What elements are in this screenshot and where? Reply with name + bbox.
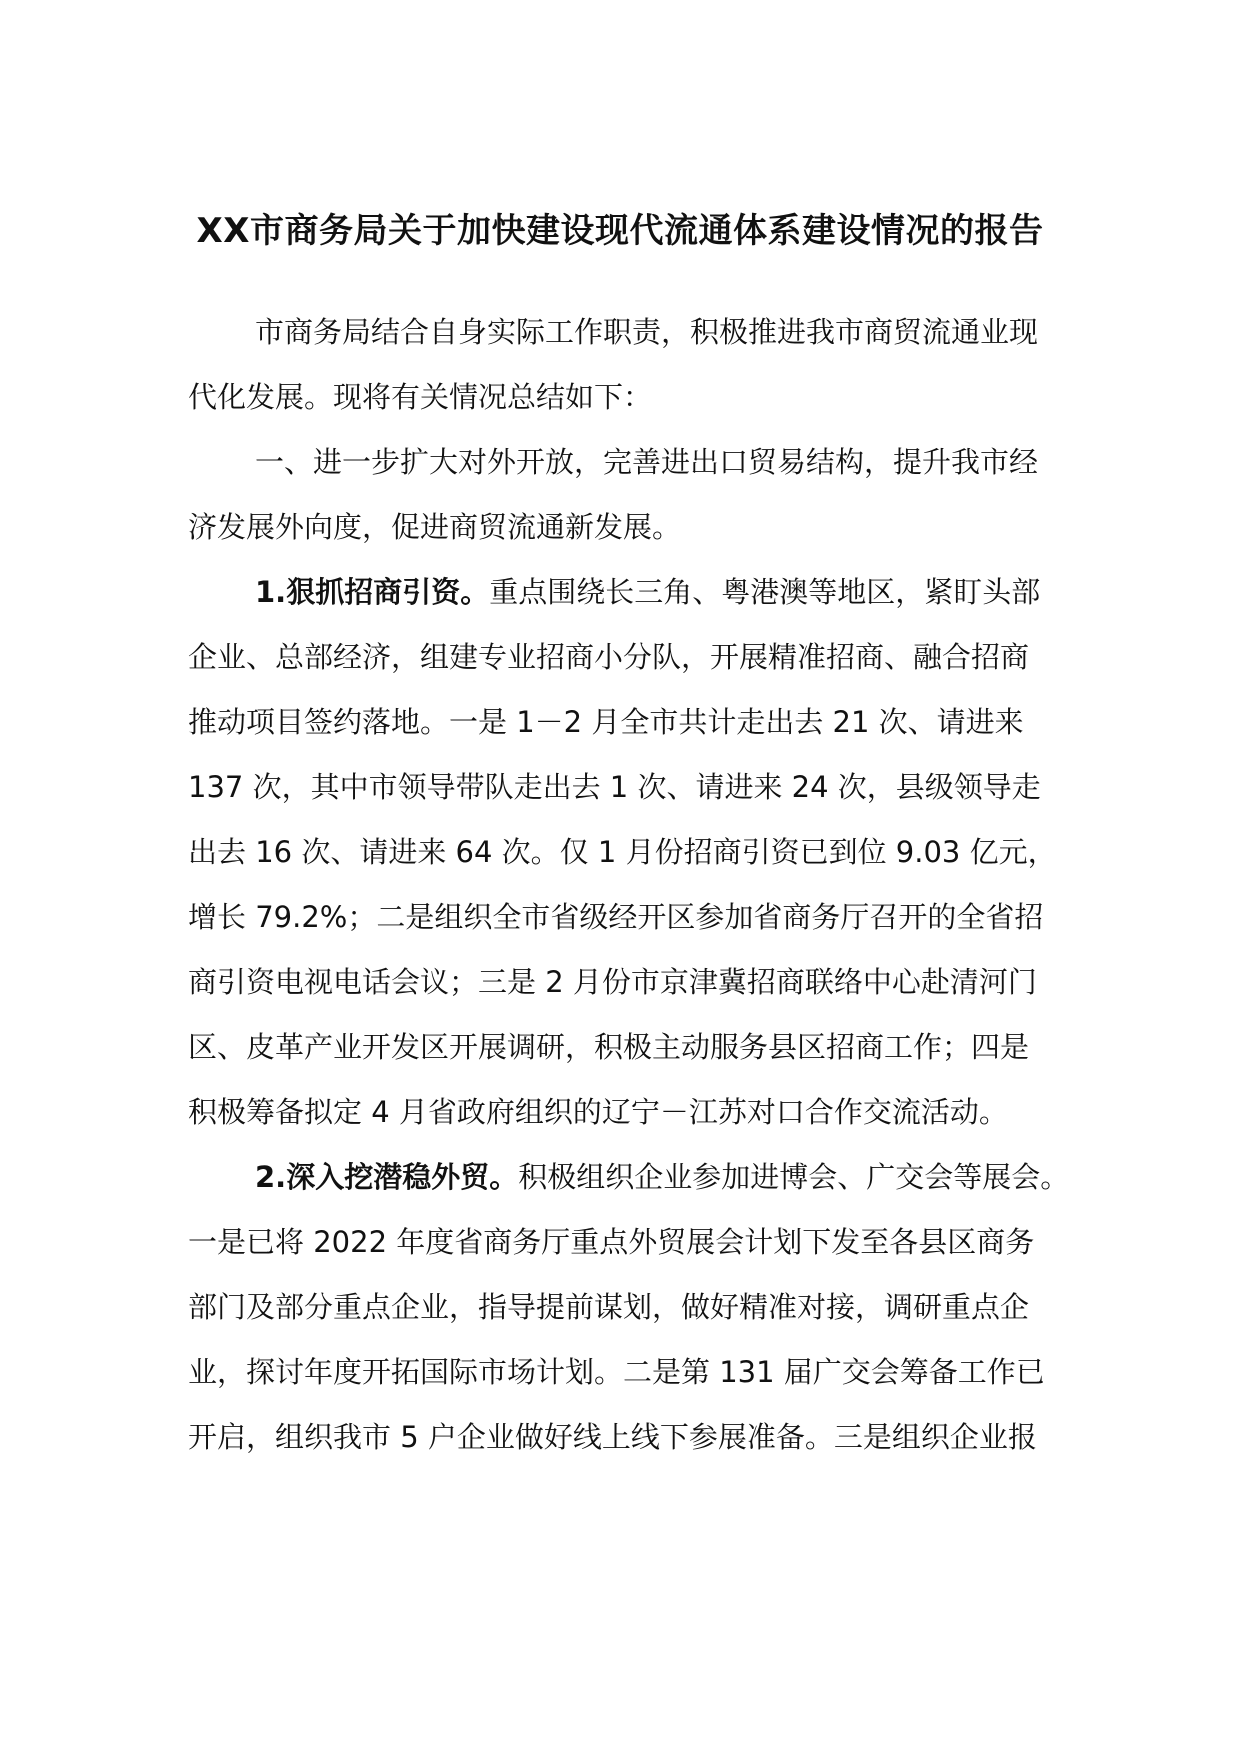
- line-text: 代化发展。现将有关情况总结如下：: [188, 380, 653, 414]
- paragraph-line: [188, 1210, 1078, 1275]
- document-body: [188, 300, 1078, 1470]
- line-text: 企业、总部经济，组建专业招商小分队，开展精准招商、融合招商: [188, 640, 1030, 674]
- paragraph-line: [188, 1080, 1078, 1145]
- line-text: 一是已将 2022 年度省商务厅重点外贸展会计划下发至各县区商务: [188, 1225, 1035, 1259]
- paragraph-line: [188, 300, 1078, 365]
- line-text: 市商务局结合自身实际工作职责，积极推进我市商贸流通业现: [255, 315, 1039, 349]
- paragraph-line: [188, 1275, 1078, 1340]
- line-text: 增长 79.2%；二是组织全市省级经开区参加省商务厅召开的全省招: [188, 900, 1044, 934]
- paragraph-line: [188, 885, 1078, 950]
- document-title: XX市商务局关于加快建设现代流通体系建设情况的报告: [196, 211, 1044, 251]
- paragraph-line: [188, 1145, 1078, 1210]
- paragraph-line: [188, 1340, 1078, 1405]
- section-heading-line: [188, 430, 1078, 495]
- line-text: 商引资电视电话会议；三是 2 月份市京津冀招商联络中心赴清河门: [188, 965, 1037, 999]
- line-text: 部门及部分重点企业，指导提前谋划，做好精准对接，调研重点企: [188, 1290, 1030, 1324]
- paragraph-line: [188, 755, 1078, 820]
- line-text: 137 次，其中市领导带队走出去 1 次、请进来 24 次，县级领导走: [188, 770, 1041, 804]
- line-text: 积极组织企业参加进博会、广交会等展会。: [518, 1160, 1070, 1194]
- line-text: 出去 16 次、请进来 64 次。仅 1 月份招商引资已到位 9.03 亿元，: [188, 835, 1057, 869]
- item-heading: 1.狠抓招商引资。: [255, 575, 490, 609]
- paragraph-line: [188, 365, 1078, 430]
- line-text: 重点围绕长三角、粤港澳等地区，紧盯头部: [489, 575, 1041, 609]
- line-text: 业，探讨年度开拓国际市场计划。二是第 131 届广交会筹备工作已: [188, 1355, 1045, 1389]
- line-text: 区、皮革产业开发区开展调研，积极主动服务县区招商工作；四是: [188, 1030, 1030, 1064]
- paragraph-line: [188, 625, 1078, 690]
- paragraph-line: [188, 1405, 1078, 1470]
- paragraph-line: [188, 820, 1078, 885]
- line-text: 推动项目签约落地。一是 1－2 月全市共计走出去 21 次、请进来: [188, 705, 1024, 739]
- item-heading: 2.深入挖潜稳外贸。: [255, 1160, 519, 1194]
- line-text: 积极筹备拟定 4 月省政府组织的辽宁－江苏对口合作交流活动。: [188, 1095, 1008, 1129]
- paragraph-line: [188, 560, 1078, 625]
- line-text: 开启，组织我市 5 户企业做好线上线下参展准备。三是组织企业报: [188, 1420, 1037, 1454]
- paragraph-line: [188, 1015, 1078, 1080]
- line-text: 济发展外向度，促进商贸流通新发展。: [188, 510, 682, 544]
- section-heading-line: [188, 495, 1078, 560]
- paragraph-line: [188, 690, 1078, 755]
- line-text: 一、进一步扩大对外开放，完善进出口贸易结构，提升我市经: [255, 445, 1039, 479]
- paragraph-line: [188, 950, 1078, 1015]
